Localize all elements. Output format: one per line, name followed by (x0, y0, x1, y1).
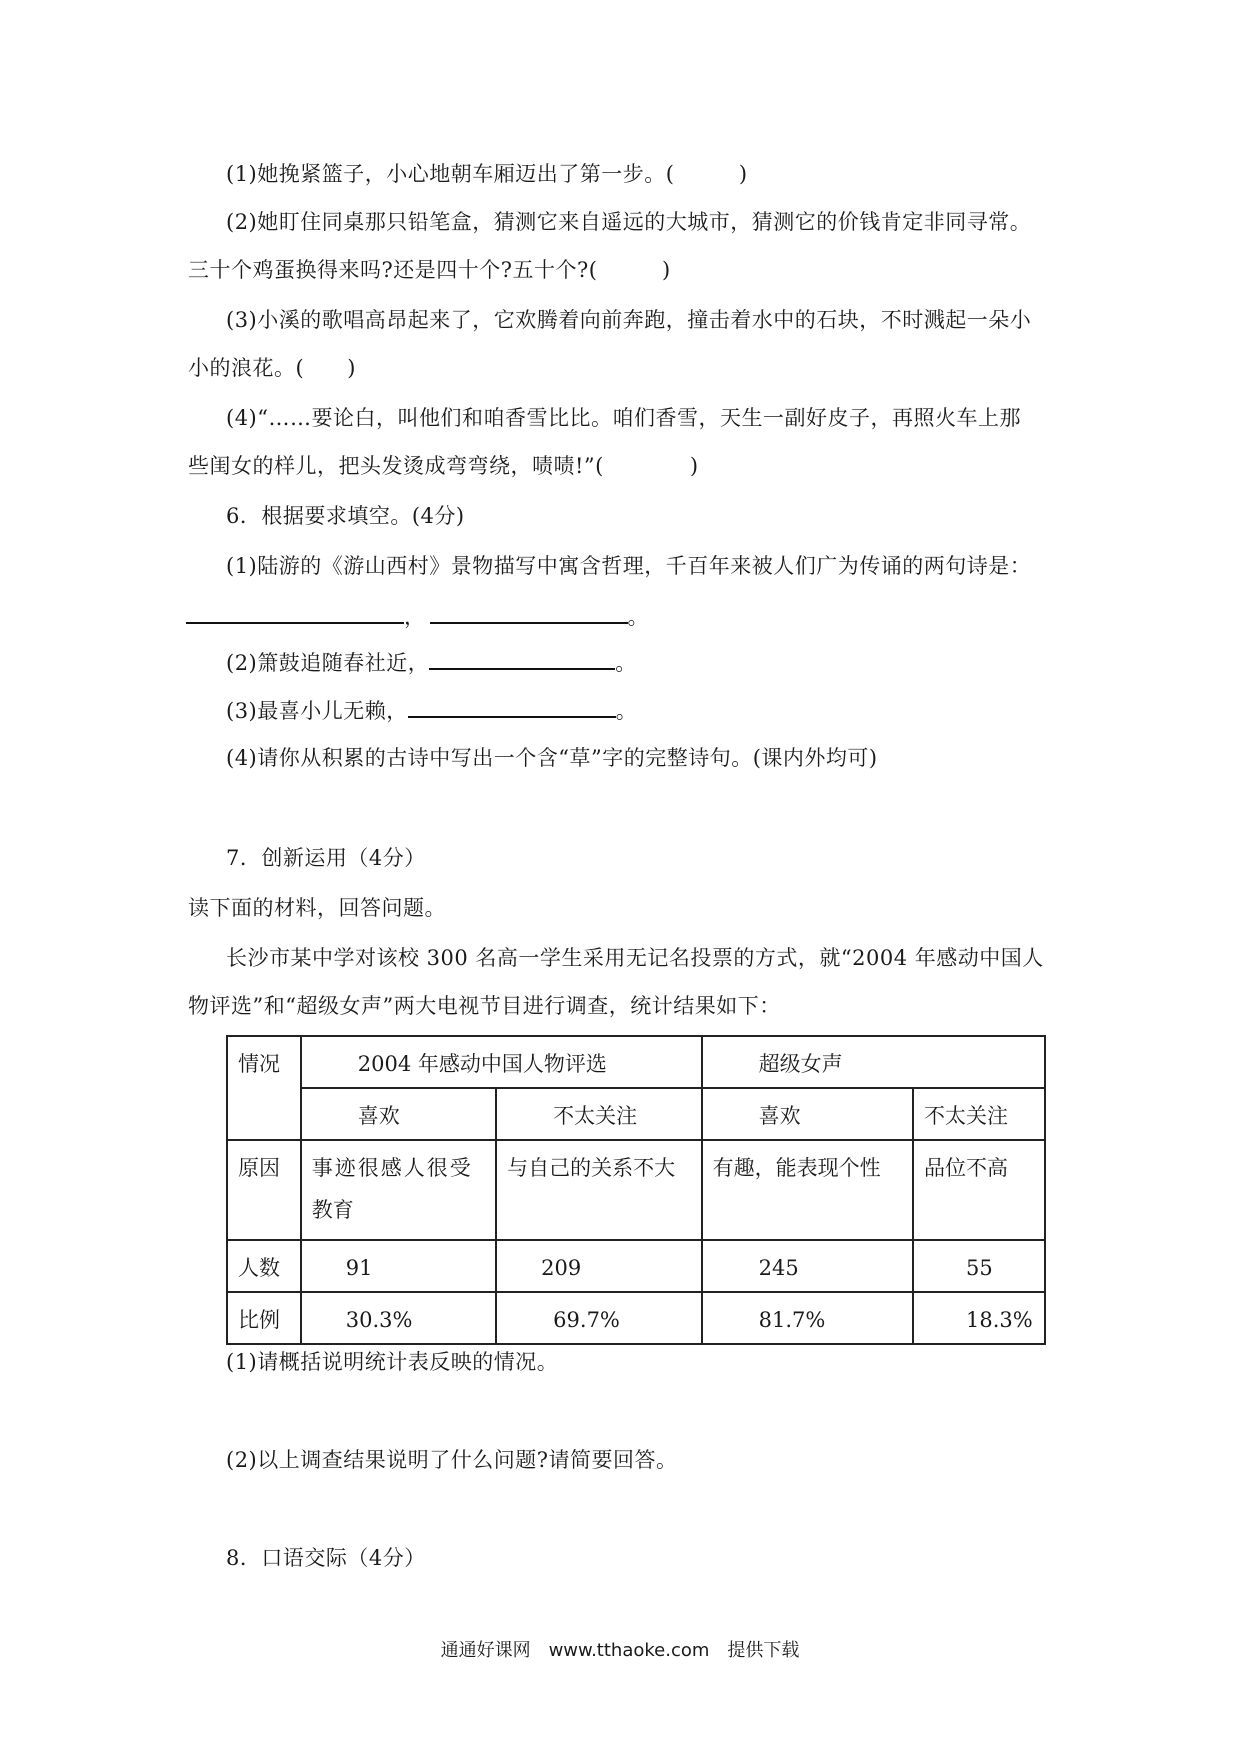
table-row (227, 1240, 1045, 1292)
label-situation: 情况 (227, 1036, 301, 1140)
q7-sub-question-2: (2)以上调查结果说明了什么问题?请简要回答。 (226, 1448, 678, 1472)
ratio-cell: 81.7% (702, 1292, 913, 1344)
table-row (227, 1140, 1045, 1240)
label-ratio: 比例 (227, 1292, 301, 1344)
q5-item-3: (3)小溪的歌唱高昂起来了，它欢腾着向前奔跑，撞击着水中的石块，不时溅起一朵小 (226, 308, 1032, 332)
ratio-cell: 69.7% (496, 1292, 701, 1344)
q6-item-1: (1)陆游的《游山西村》景物描写中寓含哲理，千百年来被人们广为传诵的两句诗是： (226, 554, 1032, 578)
q6-item-3-text: (3)最喜小儿无赖， (226, 699, 408, 723)
q5-item-1: (1)她挽紧篮子，小心地朝车厢迈出了第一步。( ) (226, 162, 748, 186)
reason-cell: 与自己的关系不大 (496, 1140, 701, 1240)
answer-blank[interactable] (429, 648, 615, 670)
reason-line: 事迹很感人很受 (311, 1156, 473, 1180)
answer-blank[interactable] (430, 602, 628, 624)
table-row (227, 1088, 1045, 1140)
program-2-header: 超级女声 (702, 1036, 1045, 1088)
q6-item-2-text: (2)箫鼓追随春社近， (226, 651, 430, 675)
comma: ， (404, 605, 426, 629)
count-cell: 55 (913, 1240, 1045, 1292)
reason-cell (301, 1140, 496, 1240)
ratio-cell: 18.3% (913, 1292, 1045, 1344)
q6-item-3 (226, 696, 637, 725)
q5-item-2: (2)她盯住同桌那只铅笔盒，猜测它来自遥远的大城市，猜测它的价钱肯定非同寻常。 (226, 210, 1032, 234)
q6-item-2 (226, 648, 637, 677)
answer-blank[interactable] (186, 602, 404, 624)
answer-blank[interactable] (408, 696, 616, 718)
not-care-header: 不太关注 (496, 1088, 701, 1140)
program-1-header: 2004 年感动中国人物评选 (301, 1036, 702, 1088)
table-row (227, 1036, 1045, 1088)
q5-item-3-cont: 小的浪花。( ) (188, 356, 356, 380)
q6-item-1-answer (186, 602, 649, 631)
q6-item-4: (4)请你从积累的古诗中写出一个含“草”字的完整诗句。(课内外均可) (226, 746, 878, 770)
count-cell: 245 (702, 1240, 913, 1292)
like-header: 喜欢 (702, 1088, 913, 1140)
count-cell: 91 (301, 1240, 496, 1292)
page-footer: 通通好课网 www.tthaoke.com 提供下载 (440, 1640, 800, 1661)
q5-item-2-cont: 三十个鸡蛋换得来吗?还是四十个?五十个?( ) (188, 258, 671, 282)
q6-heading: 6．根据要求填空。(4分) (226, 504, 465, 528)
reason-cell: 有趣，能表现个性 (702, 1140, 913, 1240)
table-row (227, 1292, 1045, 1344)
q7-heading: 7．创新运用（4分） (226, 846, 426, 870)
count-cell: 209 (496, 1240, 701, 1292)
q5-item-4: (4)“……要论白，叫他们和咱香雪比比。咱们香雪，天生一副好皮子，再照火车上那 (226, 406, 1021, 430)
period: 。 (627, 605, 649, 629)
reason-line: 教育 (311, 1198, 354, 1222)
period: 。 (615, 699, 638, 723)
q7-instruction: 读下面的材料，回答问题。 (188, 896, 446, 920)
q8-heading: 8．口语交际（4分） (226, 1546, 426, 1570)
label-count: 人数 (227, 1240, 301, 1292)
period: 。 (615, 651, 637, 675)
q5-item-4-cont: 些闺女的样儿，把头发烫成弯弯绕，啧啧!”( ) (188, 454, 699, 478)
survey-table (226, 1035, 1046, 1345)
q7-text-line-2: 物评选”和“超级女声”两大电视节目进行调查，统计结果如下： (188, 994, 781, 1018)
ratio-cell: 30.3% (301, 1292, 496, 1344)
q7-text-line-1: 长沙市某中学对该校 300 名高一学生采用无记名投票的方式，就“2004 年感动中国人 (226, 946, 1044, 970)
like-header: 喜欢 (301, 1088, 496, 1140)
q7-sub-question-1: (1)请概括说明统计表反映的情况。 (226, 1350, 559, 1374)
reason-cell: 品位不高 (913, 1140, 1045, 1240)
not-care-header: 不太关注 (913, 1088, 1045, 1140)
label-reason: 原因 (227, 1140, 301, 1240)
